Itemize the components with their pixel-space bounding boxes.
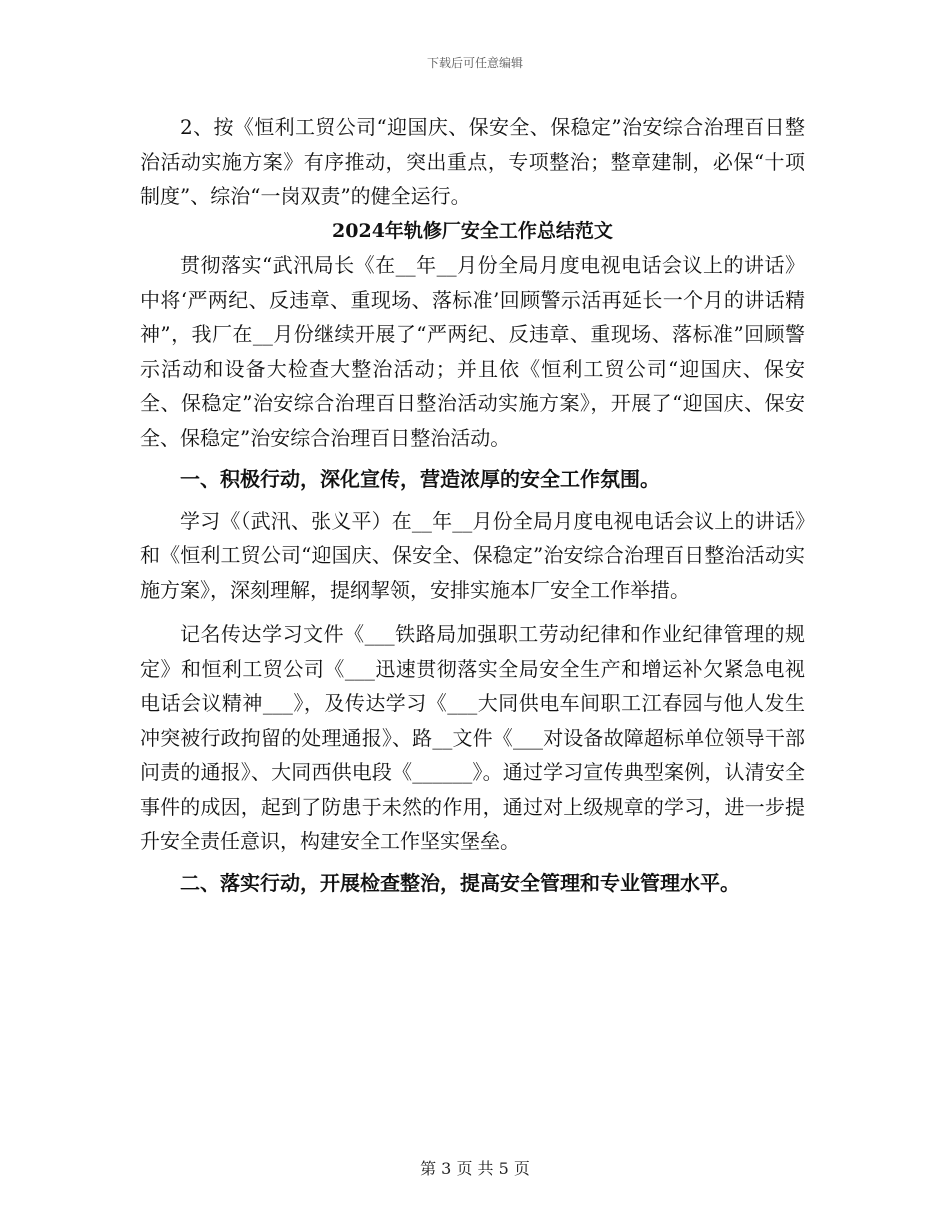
document-body [140,110,805,907]
paragraph-2: 学习《（武汛、张义平）在__年__月份全局月度电视电话会议上的讲话》和《恒利工贸公司“迎国庆、保安全、保稳定”治安综合治理百日整治活动实施方案》，深刻理解，提纲挈领，安排实施本厂安全工作举措。 [140,508,805,602]
document-title: 2024年轨修厂安全工作总结范文 [332,219,613,242]
page-footer: 第 3 页 共 5 页 [420,1159,530,1178]
paragraph-intro: 2、按《恒利工贸公司“迎国庆、保安全、保稳定”治安综合治理百日整治活动实施方案》有序推动，突出重点，专项整治；整章建制，必保“十项制度”、综治“一岗双责”的健全运行。 [140,115,805,208]
page-header: 下载后可任意编辑 [426,56,523,70]
paragraph-3: 记名传达学习文件《___铁路局加强职工劳动纪律和作业纪律管理的规定》和恒利工贸公司《___迅速贯彻落实全局安全生产和增运补欠紧急电视电话会议精神___》，及传达学习《___大同供电车间职工江春园与他人发生冲突被行政拘留的处理通报》、路__文件《___对设备故障超标单位领导干部问责的通报》、大同西供电段《______》。通过学习宣传典型案例，认清安全事件的成因，起到了防患于未然的作用，通过对上级规章的学习，进一步提升安全责任意识，构建安全工作坚实堡垒。 [140,622,805,853]
paragraph-1: 贯彻落实“武汛局长《在__年__月份全局月度电视电话会议上的讲话》中将‘严两纪、反违章、重现场、落标准’回顾警示活再延长一个月的讲话精神”，我厂在__月份继续开展了“严两纪、反违章、重现场、落标准”回顾警示活动和设备大检查大整治活动；并且依《恒利工贸公司“迎国庆、保安全、保稳定”治安综合治理百日整治活动实施方案》，开展了“迎国庆、保安全、保稳定”治安综合治理百日整治活动。 [140,253,805,450]
section-heading-1: 一、积极行动，深化宣传，营造浓厚的安全工作氛围。 [180,467,660,491]
section-heading-2: 二、落实行动，开展检查整治，提高安全管理和专业管理水平。 [180,870,740,895]
